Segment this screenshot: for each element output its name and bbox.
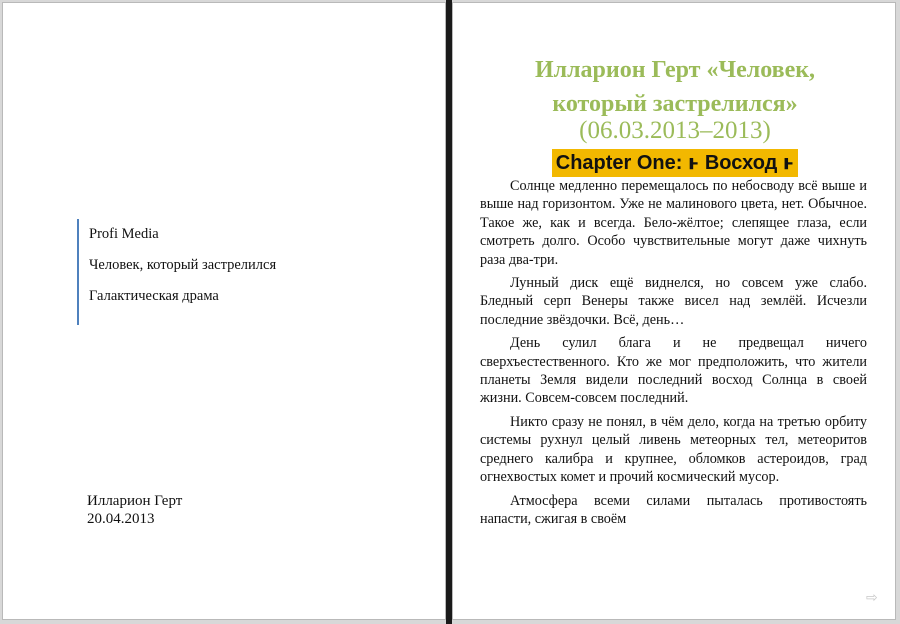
author-date: 20.04.2013 bbox=[87, 511, 155, 527]
publisher-label: Profi Media bbox=[89, 226, 159, 242]
book-title-line-1: Илларион Герт «Человек, bbox=[534, 57, 816, 83]
chapter-heading: Chapter One: ͱ Восход ͱ bbox=[552, 149, 798, 177]
paragraph: Лунный диск ещё виднелся, но совсем уже слабо. Бледный серп Венеры также висел над землёй. Исчезли последние звёздочки. Всё, день… bbox=[480, 275, 867, 328]
author-block bbox=[87, 492, 182, 528]
paragraph: День сулил блага и не предвещал ничего сверхъестественного. Кто же мог предположить, что жители планеты Земля видели последний восход Солнца в своей жизни. Совсем-совсем последний. bbox=[480, 335, 867, 407]
paragraph: Солнце медленно перемещалось по небосводу всё выше и выше над горизонтом. Уже не малинового цвета, нет. Обычное. Такое же, как и всегда. Бело-жёлтое; слепящее глаза, если смотреть долго. Особо чувствительные могут даже чихнуть раза два-три. bbox=[480, 178, 867, 268]
metadata-block bbox=[77, 219, 377, 325]
chapter-body bbox=[480, 177, 867, 533]
book-title bbox=[453, 53, 896, 121]
chapter-heading-wrap bbox=[453, 149, 896, 177]
book-title-label: Человек, который застрелился bbox=[89, 257, 277, 273]
arrow-icon: ⇨ bbox=[866, 590, 878, 606]
paragraph: Никто сразу не понял, в чём дело, когда на третью орбиту системы рухнул целый ливень метеорных тел, метеоритов среднего калибра и крупнее, обломков астероидов, град огнехвостых комет и прочий космический мусор. bbox=[480, 413, 867, 486]
book-title-dates: (06.03.2013–2013) bbox=[579, 117, 771, 144]
book-title-line-2: который застрелился» bbox=[552, 91, 798, 117]
left-page bbox=[2, 2, 446, 620]
right-page bbox=[452, 2, 896, 620]
paragraph: Атмосфера всеми силами пыталась противостоять напасти, сжигая в своём bbox=[480, 492, 867, 527]
author-name: Илларион Герт bbox=[87, 493, 183, 509]
genre-label: Галактическая драма bbox=[89, 288, 219, 304]
